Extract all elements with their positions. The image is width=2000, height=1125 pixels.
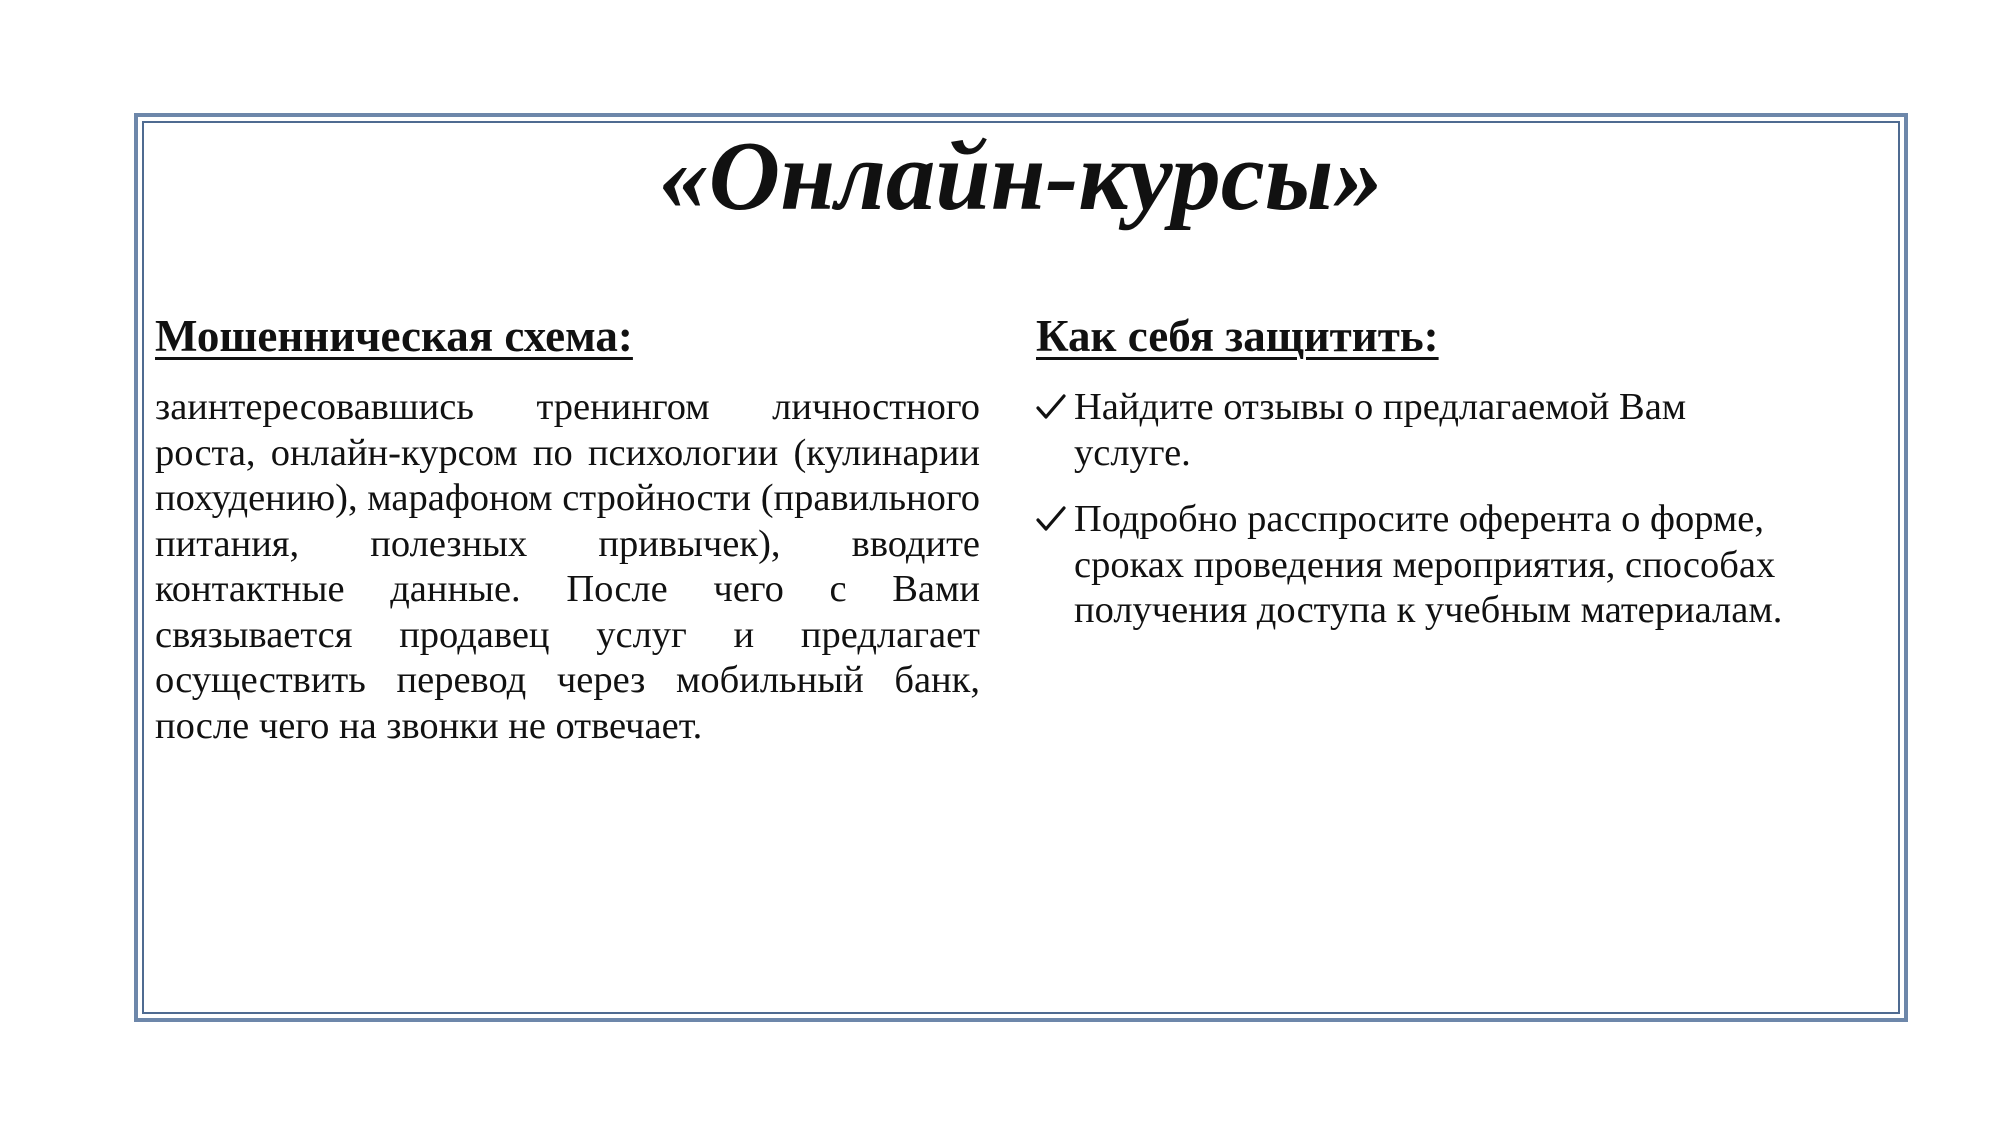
checkmark-icon bbox=[1036, 385, 1074, 430]
fraud-scheme-heading: Мошенническая схема: bbox=[155, 311, 633, 361]
protection-item-text: Подробно расспросите оферента о форме, сроках проведения мероприятия, способах получения доступа к учебным материалам. bbox=[1074, 498, 1783, 631]
protection-list bbox=[1036, 385, 1896, 634]
page-title: «Онлайн-курсы» bbox=[659, 122, 1383, 231]
protection-section bbox=[1036, 309, 1896, 655]
protection-list-item bbox=[1036, 497, 1896, 634]
protection-list-item bbox=[1036, 385, 1896, 476]
fraud-scheme-section bbox=[155, 309, 980, 749]
fraud-scheme-description: заинтересовавшись тренингом личностного роста, онлайн-курсом по психологии (кулинарии похудению), марафоном стройности (правильного питания, полезных привычек), вводите контактные данные. После чего с Вами связывается продавец услуг и предлагает осуществить перевод через мобильный банк, после чего на звонки не отвечает. bbox=[155, 386, 980, 747]
protection-item-text: Найдите отзывы о предлагаемой Вам услуге. bbox=[1074, 386, 1687, 474]
protection-heading: Как себя защитить: bbox=[1036, 311, 1439, 361]
checkmark-icon bbox=[1036, 497, 1074, 542]
